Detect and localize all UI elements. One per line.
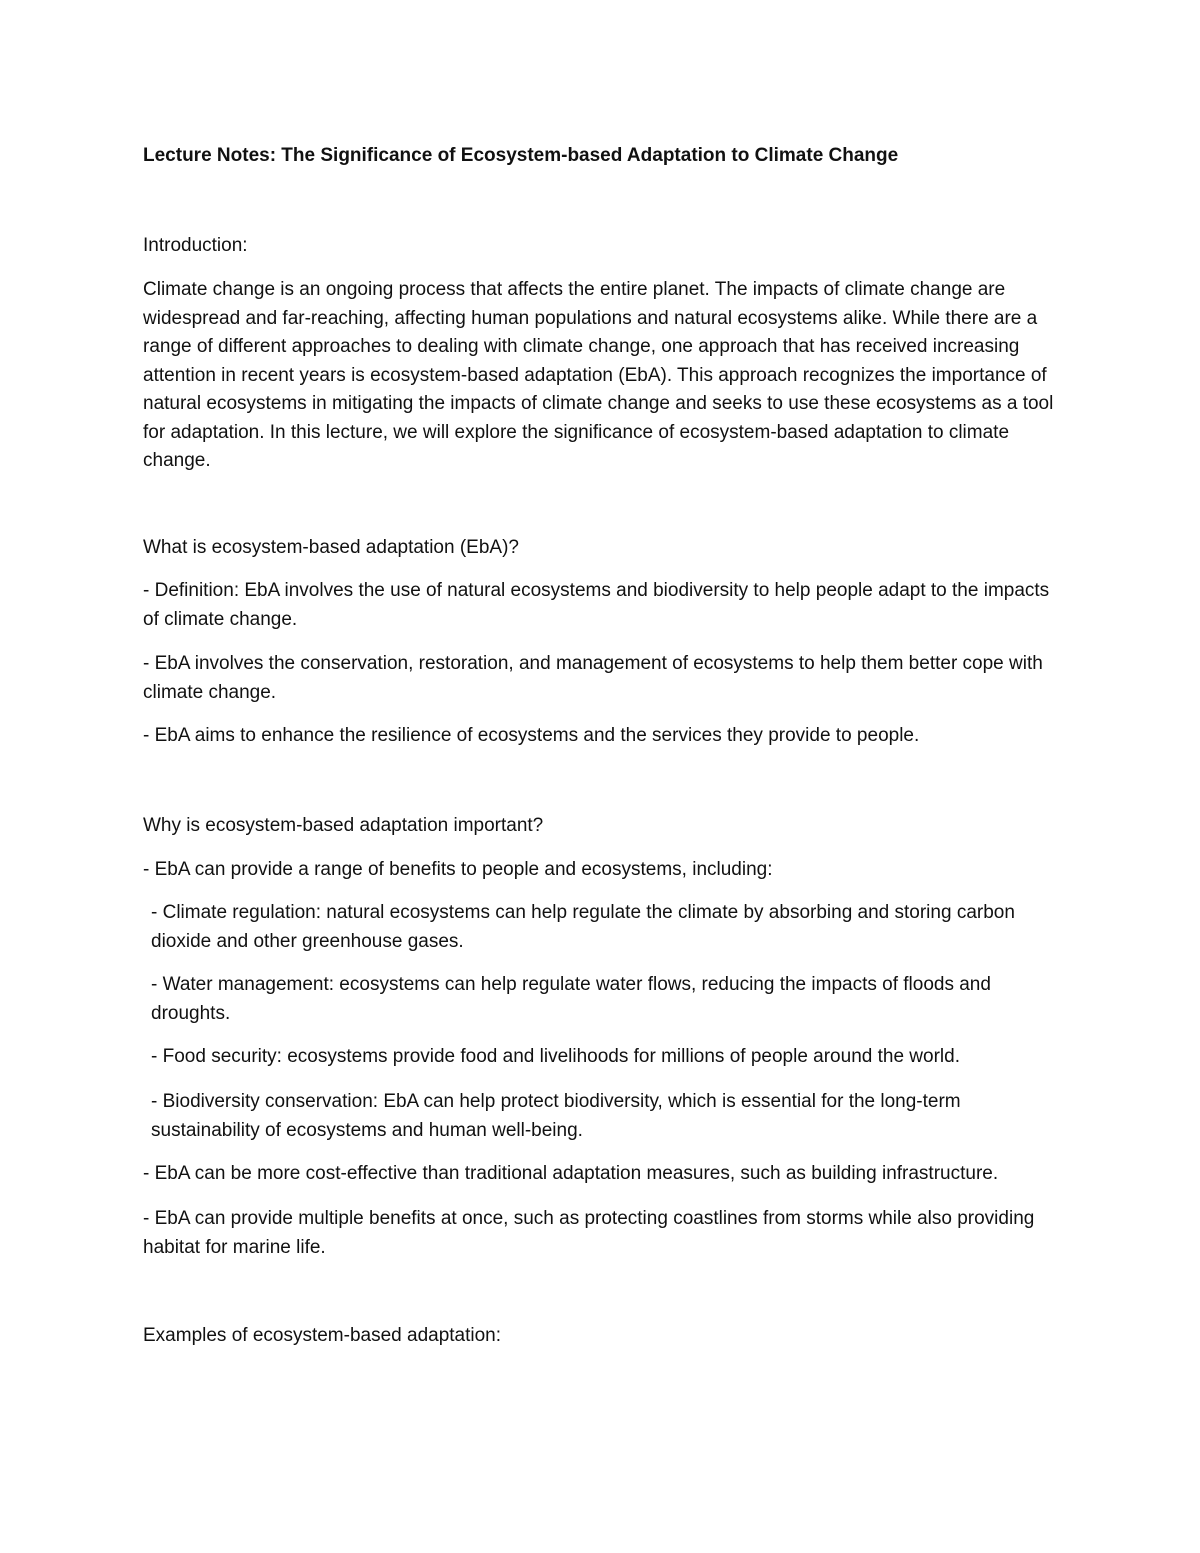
why-item-water-management: - Water management: ecosystems can help regulate water flows, reducing the impacts of floods and droughts. [151,974,991,1024]
why-item-multiple-benefits: - EbA can provide multiple benefits at once, such as protecting coastlines from storms while also providing habitat for marine life. [143,1208,1035,1258]
why-heading: Why is ecosystem-based adaptation important? [143,815,544,836]
what-item-definition: - Definition: EbA involves the use of natural ecosystems and biodiversity to help people adapt to the impacts of climate change. [143,580,1050,630]
why-item-climate-regulation: - Climate regulation: natural ecosystems can help regulate the climate by absorbing and storing carbon dioxide and other greenhouse gases. [151,902,1015,952]
document-title: Lecture Notes: The Significance of Ecosystem-based Adaptation to Climate Change [143,145,899,166]
intro-paragraph: Climate change is an ongoing process that affects the entire planet. The impacts of climate change are widespread and far-reaching, affecting human populations and natural ecosystems alike. While there are a range of different approaches to dealing with climate change, one approach that has received increasing attention in recent years is ecosystem-based adaptation (EbA). This approach recognizes the importance of natural ecosystems in mitigating the impacts of climate change and seeks to use these ecosystems as a tool for adaptation. In this lecture, we will explore the significance of ecosystem-based adaptation to climate change. [143,279,1054,471]
intro-heading: Introduction: [143,235,248,256]
what-item-resilience: - EbA aims to enhance the resilience of ecosystems and the services they provide to people. [143,725,920,746]
examples-heading: Examples of ecosystem-based adaptation: [143,1325,502,1346]
why-item-benefits: - EbA can provide a range of benefits to people and ecosystems, including: [143,859,773,880]
why-item-food-security: - Food security: ecosystems provide food and livelihoods for millions of people around the world. [151,1046,960,1067]
why-item-biodiversity: - Biodiversity conservation: EbA can help protect biodiversity, which is essential for the long-term sustainability of ecosystems and human well-being. [151,1091,961,1141]
what-item-conservation: - EbA involves the conservation, restoration, and management of ecosystems to help them better cope with climate change. [143,653,1043,703]
why-item-cost-effective: - EbA can be more cost-effective than traditional adaptation measures, such as building infrastructure. [143,1163,999,1184]
what-heading: What is ecosystem-based adaptation (EbA)? [143,537,519,558]
